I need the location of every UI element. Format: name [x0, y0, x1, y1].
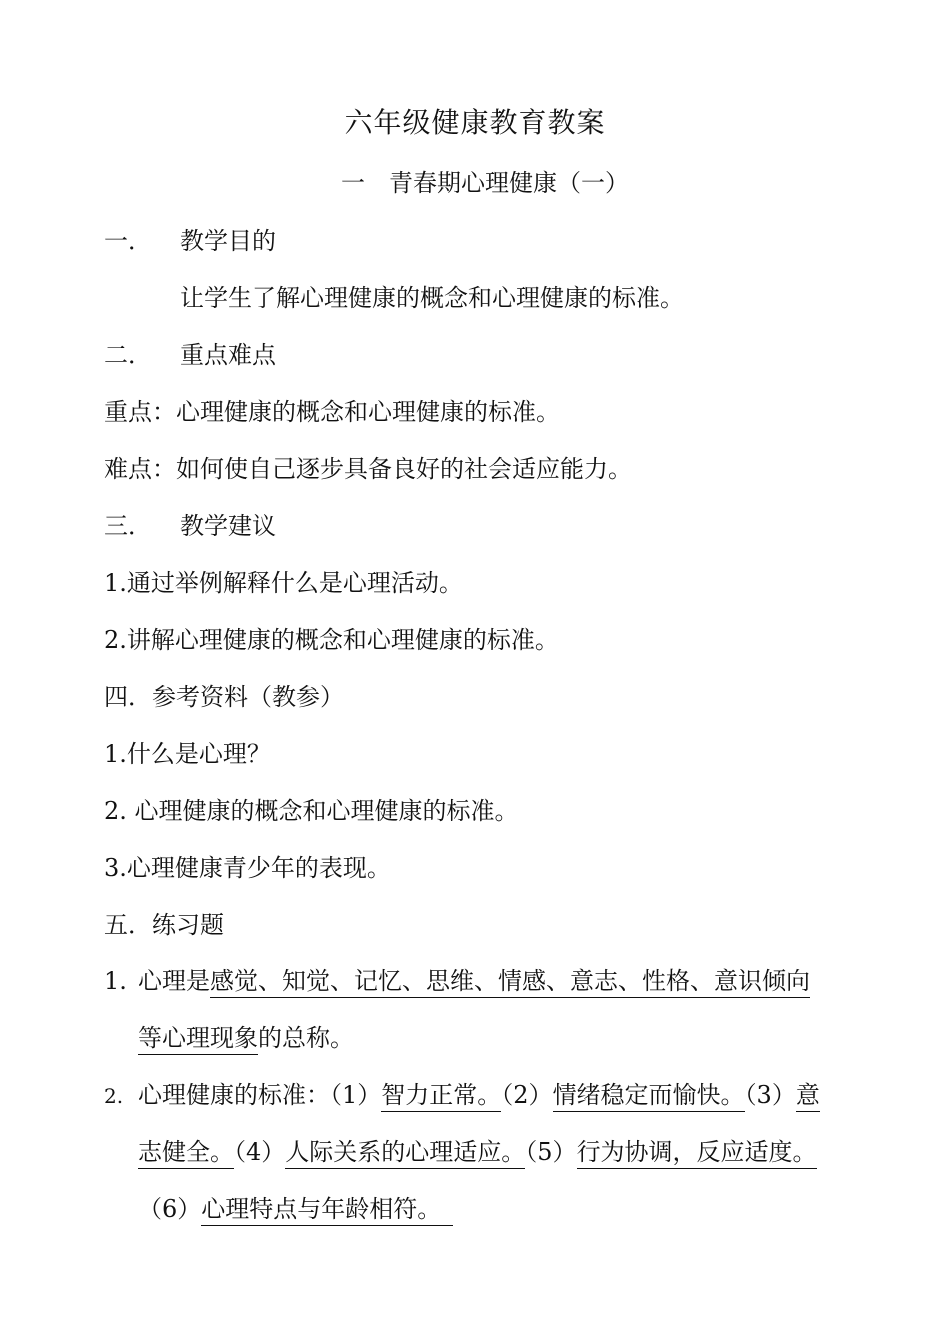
section-2-heading [104, 340, 276, 370]
exercise-2-label-1: （1） [330, 1081, 382, 1109]
exercise-1-answer: 感觉、知觉、记忆、思维、情感、意志、性格、意识倾向 [210, 967, 810, 998]
exercise-2-answer-4: 人际关系的心理适应。 [285, 1138, 525, 1169]
section-3-title: 教学建议 [180, 512, 276, 540]
exercise-1-prefix: 心理是 [138, 967, 210, 995]
exercise-1-suffix: 的总称。 [258, 1024, 354, 1052]
section-4-heading: 四．参考资料（教参） [104, 683, 344, 711]
exercise-2-answer-5: 行为协调，反应适度。 [577, 1138, 817, 1169]
section-3-heading [104, 511, 276, 541]
exercise-1-line-1 [104, 966, 810, 996]
exercise-1-answer-continued: 等心理现象 [138, 1024, 258, 1055]
exercise-2-label-6: （6） [138, 1195, 202, 1223]
section-1-number: 一． [104, 227, 152, 255]
section-1-title: 教学目的 [180, 227, 276, 255]
exercise-2-label-3: （3） [744, 1081, 796, 1109]
exercise-2-label-5: （5） [525, 1138, 577, 1166]
exercise-2-answer-6: 心理特点与年龄相符。 [201, 1195, 453, 1226]
section-1-heading [104, 226, 276, 256]
exercise-2-answer-3-end: 志健全。 [138, 1138, 234, 1169]
reference-item: 1.什么是心理？ [104, 740, 271, 768]
section-2-number: 二． [104, 341, 152, 369]
section-5-heading: 五．练习题 [104, 911, 224, 939]
exercise-2-answer-2: 情绪稳定而愉快。 [553, 1081, 745, 1112]
exercise-1-number: 1. [104, 967, 127, 995]
section-1-body: 让学生了解心理健康的概念和心理健康的标准。 [180, 284, 684, 312]
exercise-2-number: 2. [104, 1084, 124, 1108]
document-title: 六年级健康教育教案 [344, 106, 606, 139]
suggestion-item: 1.通过举例解释什么是心理活动。 [104, 569, 463, 597]
suggestion-item: 2.讲解心理健康的概念和心理健康的标准。 [104, 626, 559, 654]
exercise-2-prefix: 心理健康的标准： [138, 1081, 330, 1109]
exercise-1-line-2 [138, 1023, 354, 1053]
reference-item: 2. 心理健康的概念和心理健康的标准。 [104, 797, 519, 825]
exercise-2-label-2: （2） [501, 1081, 553, 1109]
focus-text: 重点：心理健康的概念和心理健康的标准。 [104, 398, 560, 426]
reference-item: 3.心理健康青少年的表现。 [104, 854, 391, 882]
exercise-2-answer-3-start: 意 [796, 1081, 820, 1112]
exercise-2-line-3 [138, 1194, 453, 1224]
section-2-title: 重点难点 [180, 341, 276, 369]
section-3-number: 三． [104, 512, 152, 540]
difficulty-text: 难点：如何使自己逐步具备良好的社会适应能力。 [104, 455, 632, 483]
exercise-2-label-4: （4） [234, 1138, 286, 1166]
exercise-2-line-2 [138, 1137, 817, 1167]
exercise-2-answer-1: 智力正常。 [381, 1081, 501, 1112]
exercise-2-line-1 [104, 1080, 820, 1111]
lesson-title: 一 青春期心理健康（一） [341, 169, 629, 197]
